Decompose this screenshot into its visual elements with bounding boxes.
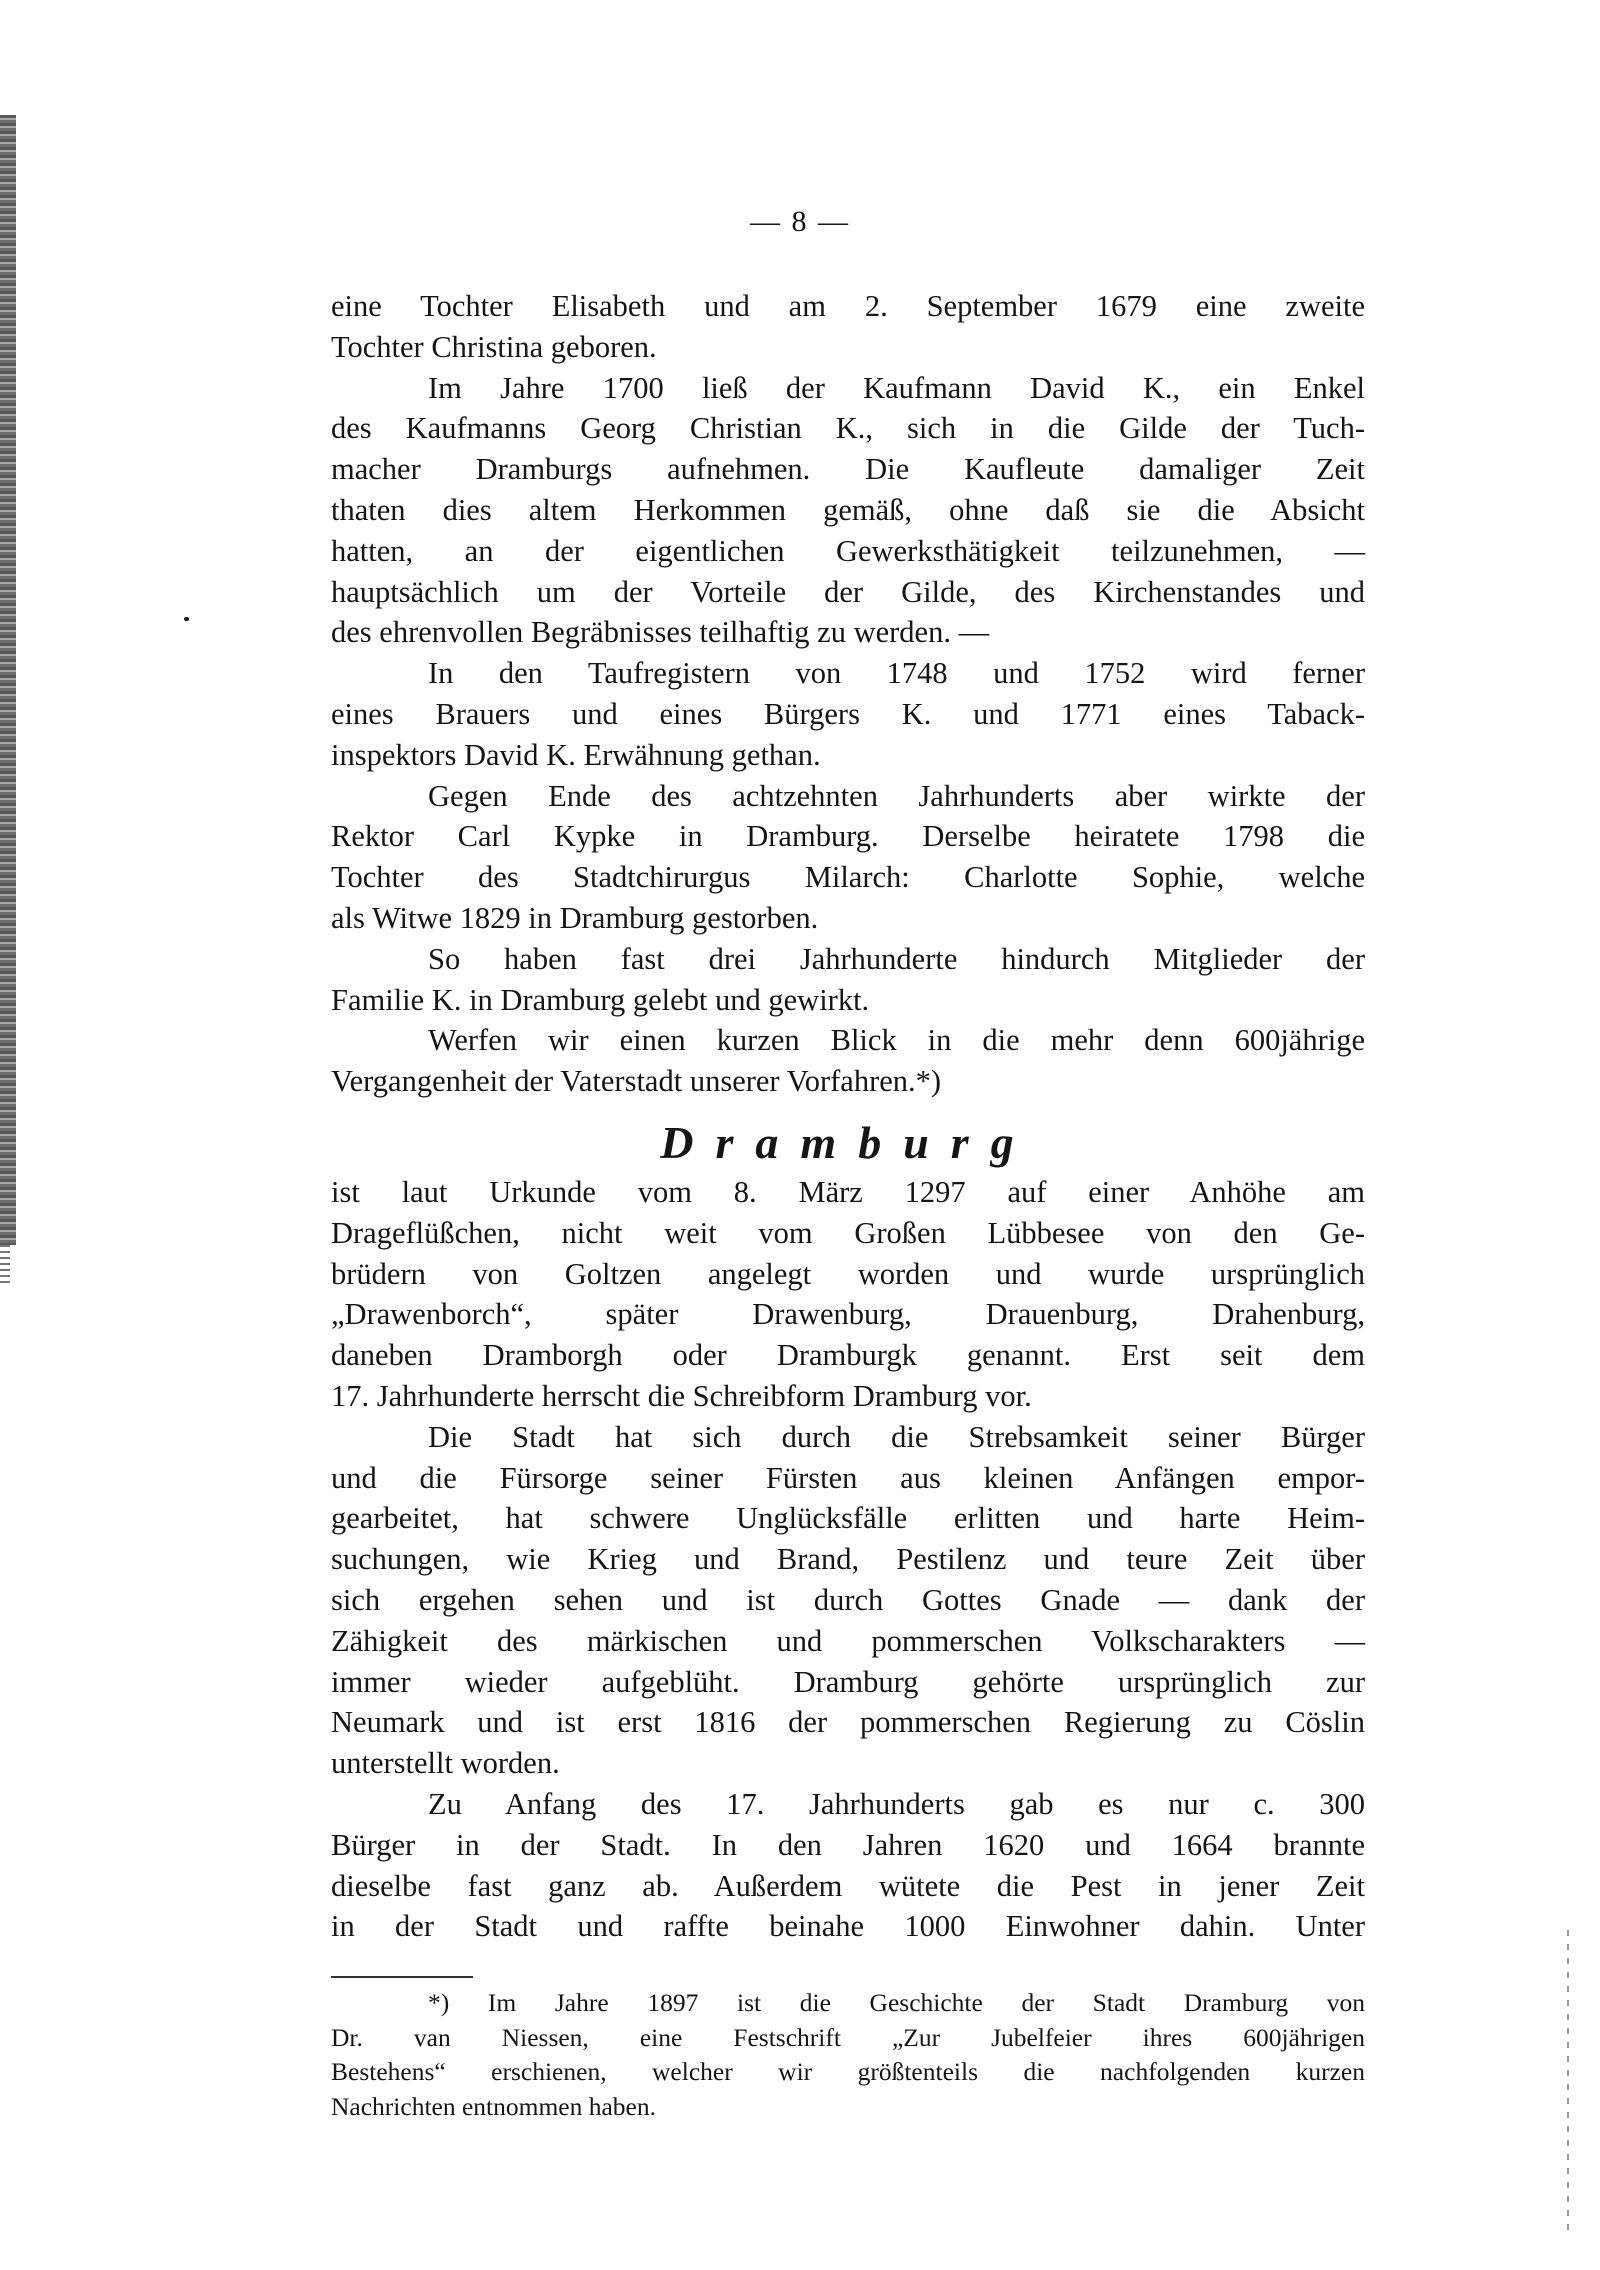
text-line: suchungen, wie Krieg und Brand, Pestilenz und teure Zeit über [331, 1542, 1365, 1577]
footnote-divider [331, 1976, 473, 1978]
body-text-part-2 [331, 1172, 1365, 1947]
text-line: ist laut Urkunde vom 8. März 1297 auf einer Anhöhe am [331, 1175, 1365, 1209]
text-line: Rektor Carl Kypke in Dramburg. Derselbe heiratete 1798 die [331, 819, 1365, 854]
text-line: hauptsächlich um der Vorteile der Gilde, des Kirchenstandes und [331, 574, 1365, 609]
text-line: hatten, an der eigentlichen Gewerksthätigkeit teilzunehmen, — [331, 533, 1365, 568]
text-line: in der Stadt und raffte beinahe 1000 Einwohner dahin. Unter [331, 1909, 1365, 1944]
text-line: Zähigkeit des märkischen und pommerschen Volkscharakters — [331, 1623, 1365, 1658]
text-line: des ehrenvollen Begräbnisses teilhaftig zu werden. — [331, 615, 990, 650]
text-line: brüdern von Goltzen angelegt worden und wurde ursprünglich [331, 1256, 1365, 1291]
text-line: Tochter des Stadtchirurgus Milarch: Charlotte Sophie, welche [331, 860, 1365, 895]
text-line: unterstellt worden. [331, 1746, 560, 1781]
text-line: Die Stadt hat sich durch die Strebsamkeit seiner Bürger [428, 1419, 1365, 1454]
section-heading: Dramburg [660, 1117, 1036, 1168]
text-line: des Kaufmanns Georg Christian K., sich in die Gilde der Tuch- [331, 411, 1365, 446]
footnote-line: Bestehens“ erschienen, welcher wir größtenteils die nachfolgenden kurzen [331, 2057, 1365, 2086]
text-line: Vergangenheit der Vaterstadt unserer Vorfahren.*) [331, 1064, 942, 1099]
text-line: eine Tochter Elisabeth und am 2. September 1679 eine zweite [331, 289, 1365, 323]
text-line: „Drawenborch“, später Drawenburg, Drauenburg, Drahenburg, [331, 1297, 1365, 1332]
text-line: eines Brauers und eines Bürgers K. und 1771 eines Taback- [331, 696, 1365, 731]
section-heading-container [331, 1108, 1365, 1178]
footnote [331, 1986, 1365, 2124]
text-line: als Witwe 1829 in Dramburg gestorben. [331, 900, 819, 935]
text-line: Familie K. in Dramburg gelebt und gewirkt. [331, 982, 870, 1017]
text-line: Im Jahre 1700 ließ der Kaufmann David K., ein Enkel [428, 370, 1365, 405]
text-line: Gegen Ende des achtzehnten Jahrhunderts aber wirkte der [428, 778, 1365, 813]
text-line: thaten dies altem Herkommen gemäß, ohne daß sie die Absicht [331, 492, 1365, 527]
text-line: Bürger in der Stadt. In den Jahren 1620 und 1664 brannte [331, 1827, 1365, 1862]
text-line: Tochter Christina geboren. [331, 329, 657, 364]
footnote-line: Dr. van Niessen, eine Festschrift „Zur Jubelfeier ihres 600jährigen [331, 2022, 1365, 2052]
ink-speck [184, 617, 189, 621]
text-line: macher Dramburgs aufnehmen. Die Kaufleute damaliger Zeit [331, 452, 1365, 487]
text-line: In den Taufregistern von 1748 und 1752 wird ferner [428, 656, 1365, 691]
scan-edge-artifact [0, 115, 16, 1245]
body-text-part-1 [331, 286, 1365, 1102]
text-line: inspektors David K. Erwähnung gethan. [331, 737, 821, 772]
text-line: Werfen wir einen kurzen Blick in die mehr denn 600jährige [428, 1023, 1365, 1058]
text-line: Zu Anfang des 17. Jahrhunderts gab es nur c. 300 [428, 1786, 1365, 1821]
text-line: dieselbe fast ganz ab. Außerdem wütete die Pest in jener Zeit [331, 1868, 1365, 1903]
text-line: und die Fürsorge seiner Fürsten aus kleinen Anfängen empor- [331, 1460, 1365, 1495]
footnote-line: Nachrichten entnommen haben. [331, 2091, 657, 2121]
text-line: gearbeitet, hat schwere Unglücksfälle erlitten und harte Heim- [331, 1501, 1365, 1536]
page-number: — 8 — [750, 205, 850, 238]
text-line: Neumark und ist erst 1816 der pommerschen Regierung zu Cöslin [331, 1705, 1365, 1740]
text-line: So haben fast drei Jahrhunderte hindurch Mitglieder der [428, 941, 1365, 976]
text-line: Drageflüßchen, nicht weit vom Großen Lübbesee von den Ge- [331, 1215, 1365, 1250]
text-line: sich ergehen sehen und ist durch Gottes Gnade — dank der [331, 1582, 1365, 1617]
scan-edge-artifact [0, 1245, 10, 1285]
scan-edge-artifact [1567, 1930, 1569, 2230]
text-line: immer wieder aufgeblüht. Dramburg gehörte ursprünglich zur [331, 1664, 1365, 1699]
text-line: daneben Dramborgh oder Dramburgk genannt. Erst seit dem [331, 1338, 1365, 1373]
footnote-line: *) Im Jahre 1897 ist die Geschichte der Stadt Dramburg von [428, 1988, 1365, 2017]
text-line: 17. Jahrhunderte herrscht die Schreibform Dramburg vor. [331, 1378, 1032, 1413]
